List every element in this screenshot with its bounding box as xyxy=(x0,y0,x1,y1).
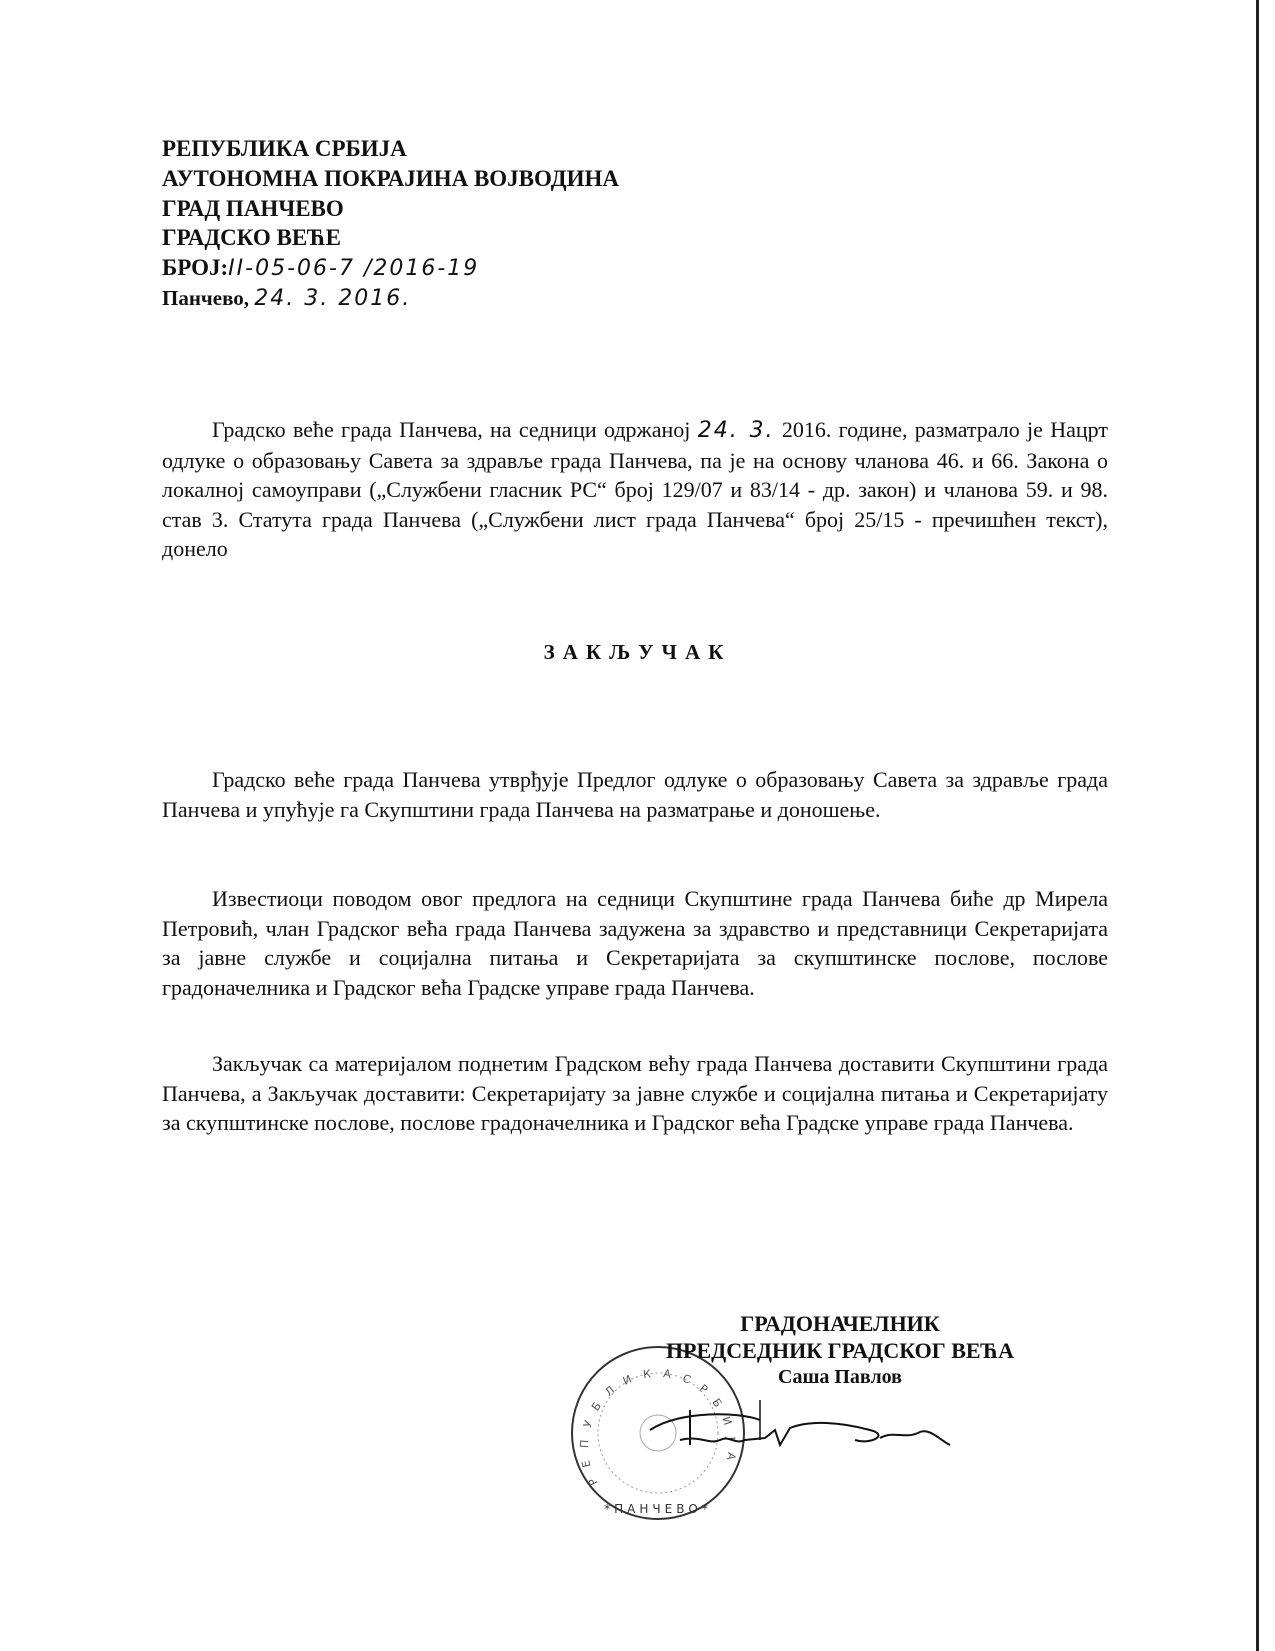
place-label: Панчево, xyxy=(162,285,250,310)
signatory-title: ГРАДОНАЧЕЛНИК xyxy=(740,1311,940,1336)
document-header xyxy=(162,134,619,314)
svg-text:Р Е П У Б Л И К А С Р Б И Ј А: Р Е П У Б Л И К А С Р Б И Ј А xyxy=(577,1366,739,1488)
header-line: РЕПУБЛИКА СРБИЈА xyxy=(162,136,407,161)
signatory-name: Саша Павлов xyxy=(778,1366,902,1388)
svg-text:*ПАНЧЕВО*: *ПАНЧЕВО* xyxy=(604,1502,712,1516)
header-line: АУТОНОМНА ПОКРАЈИНА ВОЈВОДИНА xyxy=(162,165,619,191)
body-paragraph: Закључак са материјалом поднетим Градском већу града Панчева доставити Скупштини града Панчева, а Закључак доставити: Секретаријату за јавне службе и социјална питања и Секретаријату за скупштинске послове, послове градоначелника и Градског већа Градске управе града Панчева. xyxy=(162,1051,1108,1135)
header-line: ГРАДСКО ВЕЋЕ xyxy=(162,225,341,251)
session-date: 24. 3. xyxy=(697,418,775,443)
page-edge xyxy=(1256,0,1259,1651)
body-paragraph: Градско веће града Панчева утврђује Предлог одлуке о образовању Савета за здравље града Панчева и упућује га Скупштини града Панчева на разматрање и доношење. xyxy=(162,767,1108,822)
number-value: II-05-06-7 /2016-19 xyxy=(228,256,480,282)
date-value: 24. 3. 2016. xyxy=(254,285,412,311)
intro-text: Градско веће града Панчева, на седници одржаној xyxy=(212,417,698,442)
intro-text: 2016. године, разматрало је Нацрт одлуке о образовању Савета за здравље града Панчева, па је на основу чланова 46. и 66. Закона о локалној самоуправи („Службени гласник РС“ број 129/07 и 83/14 - др. закон) и чланова 59. и 98. став 3. Статута града Панчева („Службени лист града Панчева“ број 25/15 - пречишћен текст), донело xyxy=(162,417,1108,561)
handwritten-signature xyxy=(640,1400,1020,1460)
document-title: ЗАКЉУЧАК xyxy=(543,640,732,664)
place-date xyxy=(162,284,619,314)
body-paragraph: Известиоци поводом овог предлога на седници Скупштине града Панчева биће др Мирела Петровић, члан Градског већа града Панчева задужена за здравство и представници Секретаријата за јавне службе и социјална питања и Секретаријата за скупштинске послове, послове градоначелника и Градског већа Градске управе града Панчева. xyxy=(162,886,1108,1000)
signatory-title: ПРЕДСЕДНИК ГРАДСКОГ ВЕЋА xyxy=(665,1338,1015,1363)
signature-block xyxy=(620,1310,1060,1391)
document-number xyxy=(162,253,619,284)
number-label: БРОЈ: xyxy=(162,255,229,281)
intro-paragraph xyxy=(162,415,1108,564)
header-line: ГРАД ПАНЧЕВО xyxy=(162,195,344,221)
